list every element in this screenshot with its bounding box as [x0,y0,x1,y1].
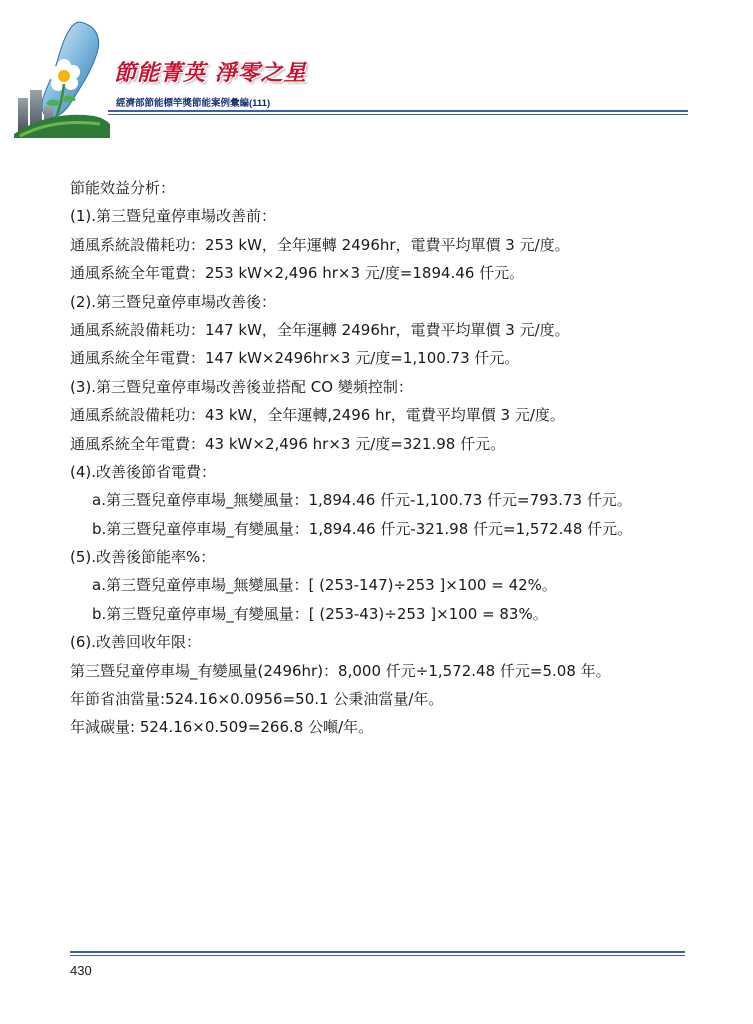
footer-divider-thin [70,955,685,956]
body-line: 第三暨兒童停車場_有變風量(2496hr)：8,000 仟元÷1,572.48 仟元=5.08 年。 [70,661,611,680]
header-divider-thin [108,114,688,115]
taiwan-flower-logo-icon [10,18,120,138]
body-line: a.第三暨兒童停車場_無變風量：1,894.46 仟元-1,100.73 仟元=793.73 仟元。 [92,491,632,510]
header-divider [108,110,688,112]
body-line: 通風系統全年電費：253 kW×2,496 hr×3 元/度=1894.46 仟元。 [70,264,525,283]
body-line: (5).改善後節能率%： [70,548,216,567]
body-line: (6).改善回收年限： [70,633,202,652]
body-line: 通風系統全年電費：43 kW×2,496 hr×3 元/度=321.98 仟元。 [70,434,506,453]
body-line: 通風系統全年電費：147 kW×2496hr×3 元/度=1,100.73 仟元。 [70,349,520,368]
body-line: b.第三暨兒童停車場_有變風量：[ (253-43)÷253 ]×100 = 83%。 [92,604,548,623]
brand-title: 節能菁英 淨零之星 [114,60,307,86]
body-line: 節能效益分析： [70,179,176,197]
body-line: (3).第三暨兒童停車場改善後並搭配 CO 變頻控制： [70,377,413,396]
analysis-body [70,174,690,742]
body-line: 通風系統設備耗功：43 kW，全年運轉,2496 hr，電費平均單價 3 元/度。 [70,406,565,425]
header-subtitle: 經濟部節能標竿獎節能案例彙編(111) [116,98,271,109]
page-header [0,0,753,150]
body-line: 年節省油當量:524.16×0.0956=50.1 公秉油當量/年。 [70,690,444,709]
body-line: b.第三暨兒童停車場_有變風量：1,894.46 仟元-321.98 仟元=1,572.48 仟元。 [92,519,633,538]
body-line: 通風系統設備耗功：253 kW，全年運轉 2496hr，電費平均單價 3 元/度。 [70,235,570,254]
body-line: 通風系統設備耗功：147 kW，全年運轉 2496hr，電費平均單價 3 元/度。 [70,320,570,339]
body-line: a.第三暨兒童停車場_無變風量：[ (253-147)÷253 ]×100 = 42%。 [92,576,557,595]
body-line: (1).第三暨兒童停車場改善前： [70,207,277,226]
body-line: 年減碳量: 524.16×0.509=266.8 公噸/年。 [70,718,374,737]
body-line: (4).改善後節省電費： [70,462,217,481]
footer-divider [70,951,685,953]
body-line: (2).第三暨兒童停車場改善後： [70,292,277,311]
page-number: 430 [70,963,92,978]
